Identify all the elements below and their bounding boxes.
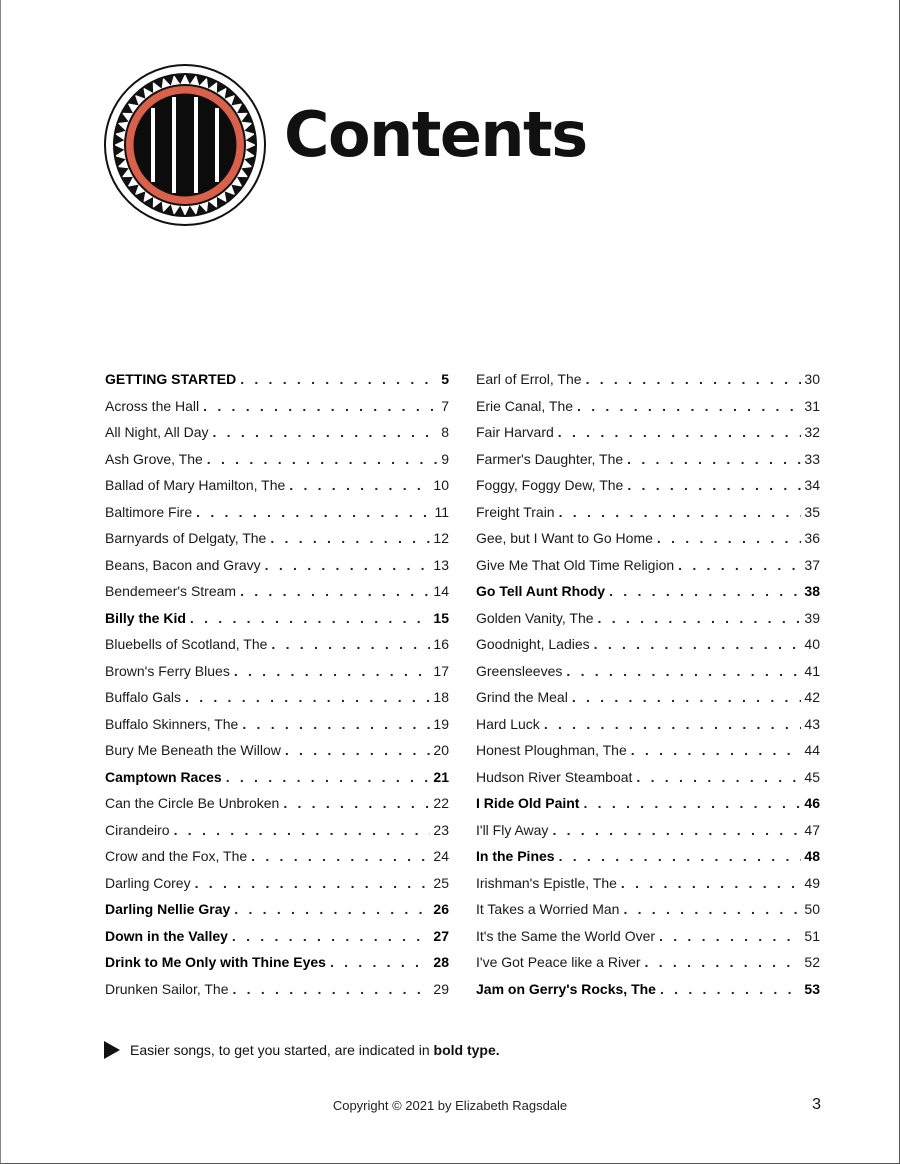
toc-entry — [105, 636, 449, 663]
toc-entry-title: All Night, All Day — [105, 424, 209, 440]
toc-entry — [476, 504, 820, 531]
toc-entry-title: Bury Me Beneath the Willow — [105, 742, 281, 758]
toc-entry-page: 21 — [433, 768, 449, 785]
toc-entry-page: 27 — [433, 927, 449, 944]
toc-leader-dots — [645, 954, 802, 970]
toc-entry-title: GETTING STARTED — [105, 371, 237, 387]
toc-entry-page: 46 — [804, 795, 820, 811]
toc-entry — [105, 875, 449, 902]
toc-leader-dots — [678, 557, 801, 573]
toc-entry-title: Baltimore Fire — [105, 503, 193, 520]
toc-entry — [105, 451, 449, 478]
page-title: Contents — [284, 98, 587, 171]
toc-entry-title: Cirandeiro — [105, 821, 170, 838]
toc-entry-page: 51 — [804, 927, 820, 944]
toc-entry-title: Golden Vanity, The — [476, 609, 594, 626]
toc-entry — [476, 848, 820, 875]
toc-entry-page: 19 — [433, 715, 449, 732]
toc-leader-dots — [330, 954, 430, 970]
toc-entry — [105, 371, 449, 398]
toc-leader-dots — [572, 689, 802, 705]
toc-leader-dots — [251, 848, 430, 864]
toc-entry — [476, 769, 820, 796]
toc-entry-page: 11 — [434, 503, 449, 520]
toc-entry-page: 35 — [804, 503, 820, 520]
toc-entry-title: Hudson River Steamboat — [476, 768, 633, 785]
toc-entry — [105, 557, 449, 584]
toc-entry-page: 45 — [804, 768, 820, 785]
toc-entry-title: I Ride Old Paint — [476, 795, 580, 811]
toc-entry-page: 23 — [433, 821, 449, 838]
toc-entry — [476, 451, 820, 478]
toc-entry-title: Across the Hall — [105, 397, 200, 414]
toc-entry-page: 42 — [804, 689, 820, 705]
toc-entry-title: Bendemeer's Stream — [105, 583, 237, 599]
toc-leader-dots — [586, 371, 802, 387]
toc-leader-dots — [270, 530, 430, 546]
toc-entry — [105, 795, 449, 822]
toc-entry-title: Freight Train — [476, 503, 555, 520]
toc-entry — [476, 398, 820, 425]
toc-entry — [476, 822, 820, 849]
toc-entry — [105, 928, 449, 955]
toc-entry-title: Honest Ploughman, The — [476, 742, 627, 758]
toc-entry-page: 16 — [433, 636, 449, 652]
toc-leader-dots — [558, 424, 802, 440]
toc-entry-title: Can the Circle Be Unbroken — [105, 795, 280, 811]
toc-entry-page: 48 — [804, 848, 820, 864]
toc-entry — [105, 530, 449, 557]
toc-entry — [476, 371, 820, 398]
toc-leader-dots — [631, 742, 802, 758]
toc-leader-dots — [196, 504, 431, 520]
toc-entry — [105, 769, 449, 796]
toc-entry-title: Buffalo Skinners, The — [105, 715, 239, 732]
toc-entry-page: 43 — [804, 715, 820, 732]
toc-entry-title: I'll Fly Away — [476, 821, 549, 838]
toc-entry-page: 9 — [441, 450, 449, 467]
toc-entry-title: I've Got Peace like a River — [476, 954, 641, 970]
toc-entry-page: 49 — [804, 874, 820, 891]
toc-entry — [105, 398, 449, 425]
toc-leader-dots — [185, 689, 430, 705]
toc-entry-title: Goodnight, Ladies — [476, 636, 590, 652]
toc-entry — [476, 424, 820, 451]
toc-entry-page: 30 — [804, 371, 820, 387]
toc-entry-page: 8 — [441, 424, 449, 440]
toc-leader-dots — [232, 928, 431, 944]
toc-entry-title: Crow and the Fox, The — [105, 848, 248, 864]
toc-entry-title: Ballad of Mary Hamilton, The — [105, 477, 286, 493]
toc-entry — [476, 636, 820, 663]
toc-entry — [476, 954, 820, 981]
note-bold-text: bold type. — [433, 1042, 500, 1058]
toc-entry-title: Grind the Meal — [476, 689, 568, 705]
toc-entry — [105, 504, 449, 531]
toc-entry — [105, 822, 449, 849]
toc-entry — [476, 583, 820, 610]
toc-entry — [476, 477, 820, 504]
toc-entry-title: Fair Harvard — [476, 424, 554, 440]
toc-entry — [105, 848, 449, 875]
toc-entry — [105, 742, 449, 769]
toc-leader-dots — [265, 557, 431, 573]
toc-entry — [476, 530, 820, 557]
toc-entry — [105, 689, 449, 716]
toc-leader-dots — [234, 663, 431, 679]
toc-entry-page: 33 — [804, 450, 820, 467]
toc-entry-title: It's the Same the World Over — [476, 927, 656, 944]
toc-leader-dots — [212, 424, 438, 440]
toc-leader-dots — [660, 981, 801, 997]
toc-entry — [105, 477, 449, 504]
toc-entry-title: Beans, Bacon and Gravy — [105, 556, 261, 573]
toc-entry-page: 14 — [433, 583, 449, 599]
toc-entry-page: 39 — [804, 609, 820, 626]
toc-entry — [476, 901, 820, 928]
toc-leader-dots — [232, 981, 430, 997]
toc-leader-dots — [566, 663, 801, 679]
toc-entry-title: Camptown Races — [105, 768, 222, 785]
toc-entry-page: 10 — [433, 477, 449, 493]
toc-entry-page: 31 — [804, 397, 820, 414]
toc-leader-dots — [583, 795, 801, 811]
toc-entry-page: 44 — [804, 742, 820, 758]
toc-entry-page: 47 — [804, 821, 820, 838]
toc-entry-title: Barnyards of Delgaty, The — [105, 530, 267, 546]
toc-leader-dots — [190, 610, 431, 626]
toc-entry — [105, 954, 449, 981]
toc-entry-title: Drunken Sailor, The — [105, 980, 229, 997]
toc-entry — [476, 875, 820, 902]
toc-leader-dots — [559, 504, 802, 520]
toc-entry-page: 41 — [804, 662, 820, 679]
toc-entry-title: Buffalo Gals — [105, 689, 182, 705]
toc-entry-page: 5 — [441, 371, 449, 387]
toc-entry-title: Brown's Ferry Blues — [105, 662, 230, 679]
toc-leader-dots — [609, 583, 801, 599]
toc-leader-dots — [271, 636, 430, 652]
toc-entry-page: 34 — [804, 477, 820, 493]
toc-leader-dots — [594, 636, 802, 652]
toc-entry — [476, 557, 820, 584]
toc-leader-dots — [240, 371, 438, 387]
toc-entry-page: 53 — [804, 980, 820, 997]
toc-leader-dots — [627, 451, 801, 467]
bold-type-note — [104, 1041, 500, 1059]
toc-leader-dots — [552, 822, 801, 838]
toc-entry-title: Billy the Kid — [105, 609, 186, 626]
toc-entry-page: 38 — [804, 583, 820, 599]
toc-leader-dots — [657, 530, 802, 546]
triangle-right-icon — [104, 1041, 120, 1059]
toc-entry-title: Down in the Valley — [105, 927, 228, 944]
note-text: Easier songs, to get you started, are indicated in — [130, 1042, 430, 1058]
toc-leader-dots — [234, 901, 430, 917]
toc-entry — [476, 795, 820, 822]
toc-entry — [105, 981, 449, 1008]
toc-leader-dots — [203, 398, 438, 414]
banjo-head-icon — [102, 64, 268, 226]
toc-entry — [476, 928, 820, 955]
toc-entry-page: 36 — [804, 530, 820, 546]
toc-entry-page: 15 — [433, 609, 449, 626]
toc-leader-dots — [289, 477, 430, 493]
toc-leader-dots — [544, 716, 802, 732]
toc-leader-dots — [659, 928, 801, 944]
toc-leader-dots — [577, 398, 801, 414]
toc-entry — [105, 583, 449, 610]
toc-entry-title: Go Tell Aunt Rhody — [476, 583, 606, 599]
toc-entry-title: Farmer's Daughter, The — [476, 450, 624, 467]
toc-entry — [105, 716, 449, 743]
toc-entry-page: 17 — [433, 662, 449, 679]
toc-entry-title: Ash Grove, The — [105, 450, 203, 467]
toc-leader-dots — [598, 610, 802, 626]
toc-entry — [476, 663, 820, 690]
toc-entry-page: 7 — [441, 397, 449, 414]
toc-entry-title: Drink to Me Only with Thine Eyes — [105, 954, 326, 970]
toc-entry-title: Darling Nellie Gray — [105, 901, 231, 917]
toc-leader-dots — [242, 716, 430, 732]
toc-entry — [105, 610, 449, 637]
toc-column-left — [105, 371, 449, 1007]
toc-entry-title: Gee, but I Want to Go Home — [476, 530, 653, 546]
toc-entry — [476, 742, 820, 769]
toc-leader-dots — [285, 742, 431, 758]
toc-leader-dots — [283, 795, 430, 811]
toc-entry-page: 52 — [804, 954, 820, 970]
toc-leader-dots — [627, 477, 801, 493]
page-number: 3 — [812, 1096, 821, 1113]
toc-entry-title: It Takes a Worried Man — [476, 901, 620, 917]
toc-entry-title: Earl of Errol, The — [476, 371, 582, 387]
toc-entry — [476, 981, 820, 1008]
toc-leader-dots — [623, 901, 801, 917]
toc-entry-page: 50 — [804, 901, 820, 917]
toc-entry-title: Greensleeves — [476, 662, 563, 679]
toc-entry-title: Foggy, Foggy Dew, The — [476, 477, 624, 493]
toc-leader-dots — [559, 848, 802, 864]
toc-entry-title: Erie Canal, The — [476, 397, 574, 414]
toc-entry-title: Jam on Gerry's Rocks, The — [476, 980, 656, 997]
toc-entry-page: 22 — [433, 795, 449, 811]
toc-entry — [476, 610, 820, 637]
toc-leader-dots — [636, 769, 801, 785]
toc-entry — [476, 689, 820, 716]
toc-entry-title: Irishman's Epistle, The — [476, 874, 617, 891]
toc-leader-dots — [621, 875, 802, 891]
toc-entry-title: In the Pines — [476, 848, 555, 864]
toc-entry — [105, 424, 449, 451]
toc-entry — [476, 716, 820, 743]
toc-entry-page: 18 — [433, 689, 449, 705]
toc-entry-page: 24 — [433, 848, 449, 864]
toc-leader-dots — [174, 822, 431, 838]
toc-leader-dots — [226, 769, 431, 785]
toc-entry-page: 26 — [433, 901, 449, 917]
toc-entry-page: 25 — [433, 874, 449, 891]
toc-entry-page: 32 — [804, 424, 820, 440]
toc-entry-page: 40 — [804, 636, 820, 652]
toc-entry-title: Darling Corey — [105, 874, 191, 891]
toc-entry-title: Give Me That Old Time Religion — [476, 556, 675, 573]
toc-leader-dots — [240, 583, 430, 599]
toc-entry-page: 29 — [433, 980, 449, 997]
toc-entry-title: Hard Luck — [476, 715, 540, 732]
toc-entry-page: 37 — [804, 556, 820, 573]
toc-entry — [105, 663, 449, 690]
toc-entry-page: 13 — [433, 556, 449, 573]
copyright: Copyright © 2021 by Elizabeth Ragsdale — [332, 1098, 568, 1113]
toc-entry — [105, 901, 449, 928]
toc-entry-title: Bluebells of Scotland, The — [105, 636, 268, 652]
toc-column-right — [476, 371, 820, 1007]
toc-leader-dots — [207, 451, 438, 467]
toc-entry-page: 20 — [433, 742, 449, 758]
toc-entry-page: 12 — [433, 530, 449, 546]
toc-entry-page: 28 — [433, 954, 449, 970]
toc-leader-dots — [195, 875, 431, 891]
